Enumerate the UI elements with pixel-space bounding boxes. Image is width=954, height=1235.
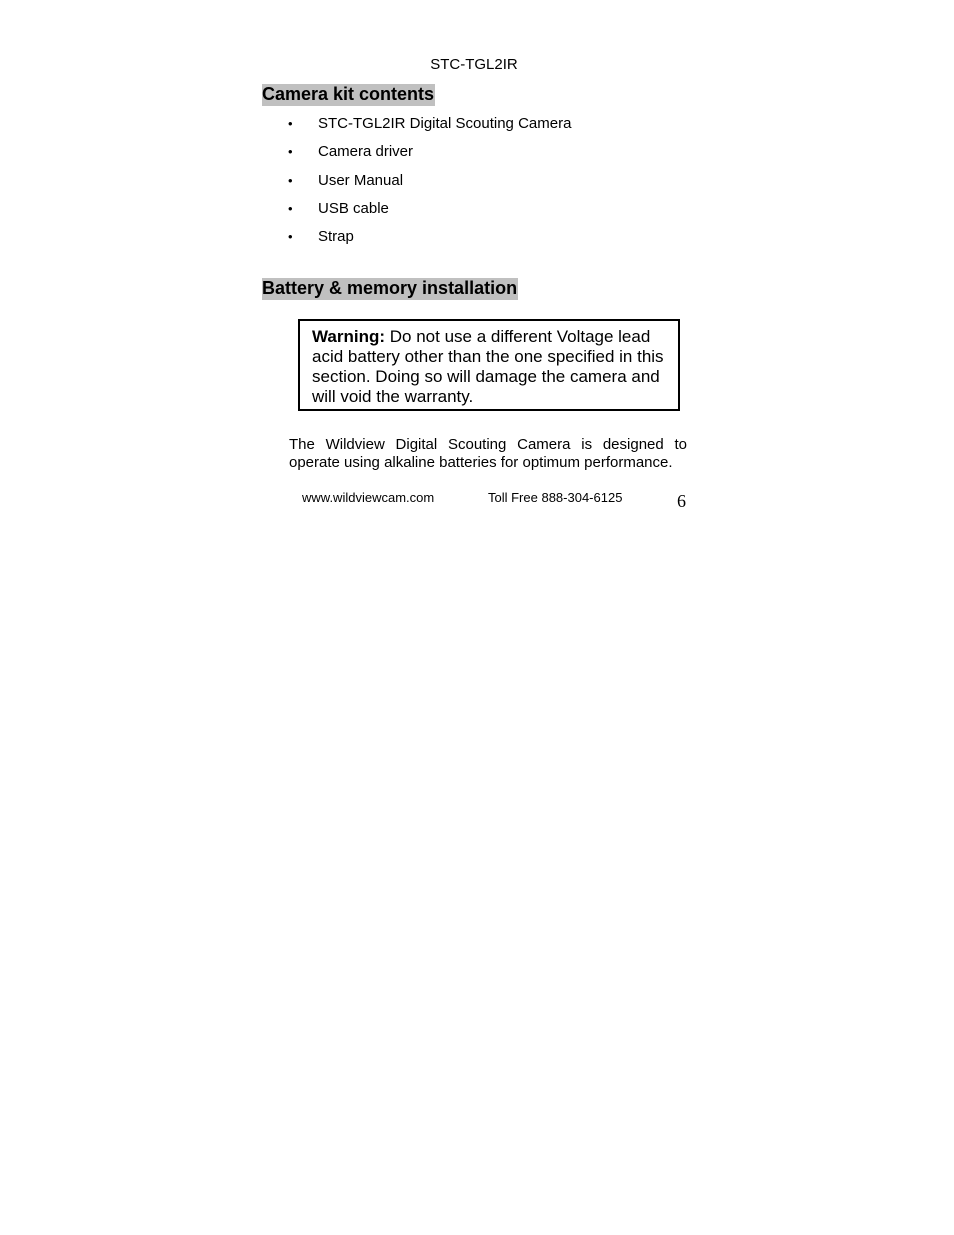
battery-paragraph [289, 436, 687, 472]
list-item-text: USB cable [318, 199, 389, 217]
camera-kit-heading: Camera kit contents [262, 84, 435, 104]
warning-label: Warning: [312, 327, 386, 346]
warning-box [298, 319, 680, 411]
footer-website: www.wildviewcam.com [302, 490, 435, 505]
bullet-icon: • [288, 116, 293, 131]
list-item-text: User Manual [318, 171, 404, 189]
page-number: 6 [677, 491, 686, 511]
paragraph-line-1: The Wildview Digital Scouting Camera is designed to [289, 436, 687, 453]
bullet-icon: • [288, 200, 293, 216]
bullet-icon: • [288, 144, 293, 160]
list-item-text: Strap [318, 228, 354, 246]
bullet-icon: • [288, 229, 293, 245]
footer-phone: Toll Free 888-304-6125 [488, 490, 623, 505]
page-header-model: STC-TGL2IR [430, 56, 518, 73]
list-item-text: STC-TGL2IR Digital Scouting Camera [318, 115, 572, 132]
paragraph-line-2: operate using alkaline batteries for optimum performance. [289, 454, 673, 471]
bullet-icon: • [288, 172, 293, 188]
list-item-text: Camera driver [318, 143, 414, 161]
warning-text: Do not use a different Voltage lead acid battery other than the one specified in this section. Doing so will damage the camera and will void the warranty. [312, 327, 664, 406]
battery-memory-heading: Battery & memory installation [262, 278, 518, 298]
